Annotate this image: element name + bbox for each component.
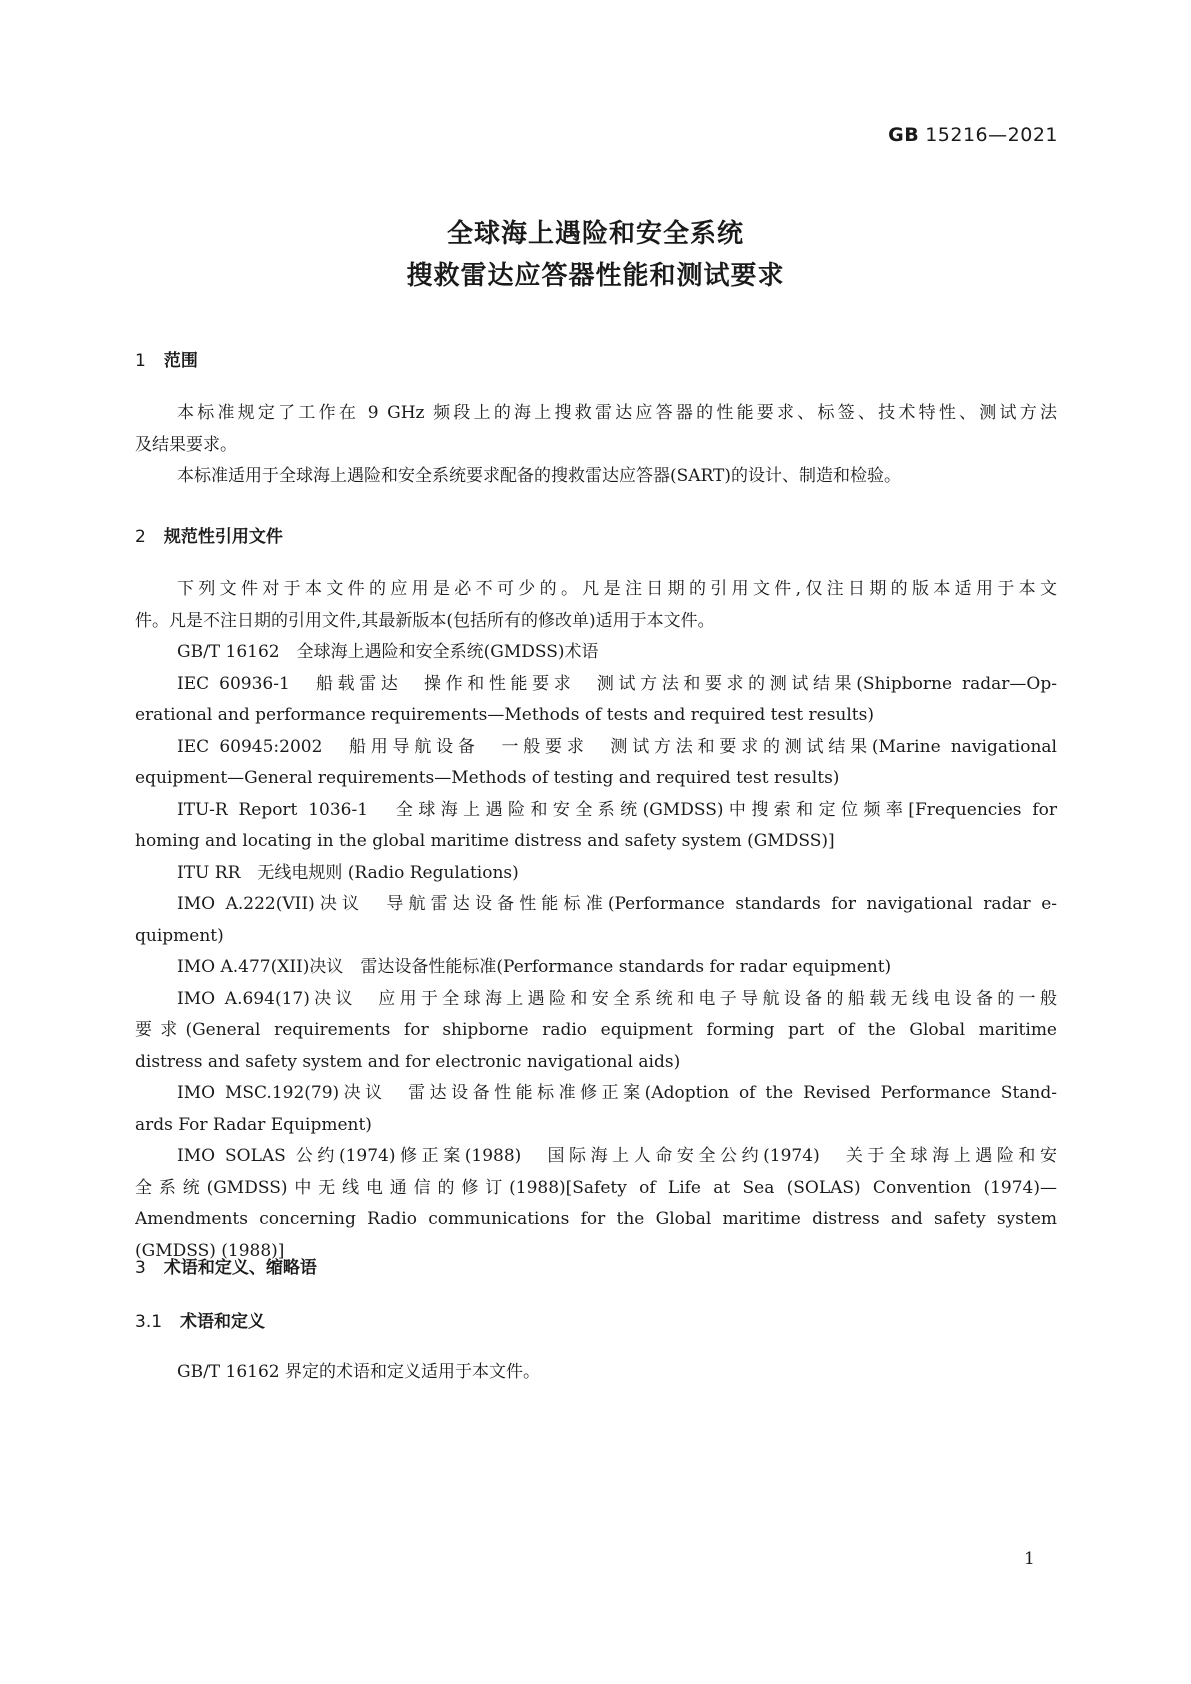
reference-entry: IMO SOLAS 公约(1974)修正案(1988) 国际海上人命安全公约(1974) 关于全球海上遇险和安 [177, 1146, 1057, 1166]
section-title: 术语和定义 [180, 1312, 266, 1332]
text-line: 件。凡是不注日期的引用文件,其最新版本(包括所有的修改单)适用于本文件。 [135, 610, 715, 631]
reference-entry: IEC 60945:2002 船用导航设备 一般要求 测试方法和要求的测试结果(Marine navigational [177, 736, 1057, 757]
section-title: 规范性引用文件 [163, 527, 283, 547]
text-line: 下列文件对于本文件的应用是必不可少的。凡是注日期的引用文件,仅注日期的版本适用于本文 [177, 579, 1057, 599]
section-number: 3.1 [135, 1312, 163, 1332]
standard-code [888, 124, 1058, 146]
section-3-1-body [135, 1357, 1057, 1389]
reference-entry: IMO MSC.192(79)决议 雷达设备性能标准修正案(Adoption of the Revised Performance Stand- [177, 1083, 1057, 1103]
reference-entry-cont: 全系统(GMDSS)中无线电通信的修订(1988)[Safety of Life at Sea (SOLAS) Convention (1974)— [135, 1177, 1057, 1198]
reference-entry-cont: erational and performance requirements—Methods of tests and required test results) [135, 705, 874, 725]
section-3-heading [135, 1253, 317, 1278]
section-number: 1 [135, 351, 146, 371]
reference-entry: GB/T 16162 全球海上遇险和安全系统(GMDSS)术语 [177, 642, 599, 662]
reference-entry-cont: distress and safety system and for electronic navigational aids) [135, 1051, 681, 1072]
reference-entry-cont: ards For Radar Equipment) [135, 1114, 372, 1135]
section-title: 术语和定义、缩略语 [163, 1258, 317, 1278]
section-2-heading [135, 522, 283, 547]
section-3-1-heading [135, 1307, 265, 1332]
section-title: 范围 [163, 351, 198, 371]
text-line: 本标准适用于全球海上遇险和安全系统要求配备的搜救雷达应答器(SART)的设计、制造和检验。 [177, 466, 902, 486]
reference-entry: IMO A.477(XII)决议 雷达设备性能标准(Performance standards for radar equipment) [177, 957, 892, 977]
reference-entry: IEC 60936-1 船载雷达 操作和性能要求 测试方法和要求的测试结果(Shipborne radar—Op- [177, 673, 1057, 694]
reference-entry-cont: (GMDSS) (1988)] [135, 1240, 285, 1261]
section-number: 3 [135, 1258, 146, 1278]
reference-entry: ITU RR 无线电规则 (Radio Regulations) [177, 862, 519, 883]
reference-entry-cont: Amendments concerning Radio communications for the Global maritime distress and safety system [135, 1209, 1057, 1229]
reference-entry: IMO A.694(17)决议 应用于全球海上遇险和安全系统和电子导航设备的船载无线电设备的一般 [177, 988, 1057, 1009]
text-line: 及结果要求。 [135, 434, 237, 455]
reference-entry-cont: quipment) [135, 925, 224, 946]
standard-prefix: GB [888, 124, 920, 146]
reference-entry: IMO A.222(VII)决议 导航雷达设备性能标准(Performance standards for navigational radar e- [177, 894, 1057, 914]
text-line: GB/T 16162 界定的术语和定义适用于本文件。 [177, 1362, 541, 1382]
page-number: 1 [1024, 1549, 1035, 1569]
section-1-heading [135, 346, 198, 371]
section-1-body [135, 398, 1057, 493]
section-number: 2 [135, 527, 146, 547]
reference-entry-cont: homing and locating in the global maritime distress and safety system (GMDSS)] [135, 831, 835, 851]
document-title-line-1: 全球海上遇险和安全系统 [446, 219, 744, 249]
text-line: 本标准规定了工作在 9 GHz 频段上的海上搜救雷达应答器的性能要求、标签、技术特性、测试方法 [177, 403, 1057, 423]
reference-entry-cont: equipment—General requirements—Methods of testing and required test results) [135, 768, 840, 788]
standard-number: 15216—2021 [925, 124, 1058, 146]
reference-entry: ITU-R Report 1036-1 全球海上遇险和安全系统(GMDSS)中搜索和定位频率[Frequencies for [177, 799, 1057, 820]
reference-entry-cont: 要求(General requirements for shipborne radio equipment forming part of the Global maritime [135, 1020, 1057, 1040]
section-2-body [135, 574, 1057, 1267]
document-title-line-2: 搜救雷达应答器性能和测试要求 [406, 261, 785, 291]
